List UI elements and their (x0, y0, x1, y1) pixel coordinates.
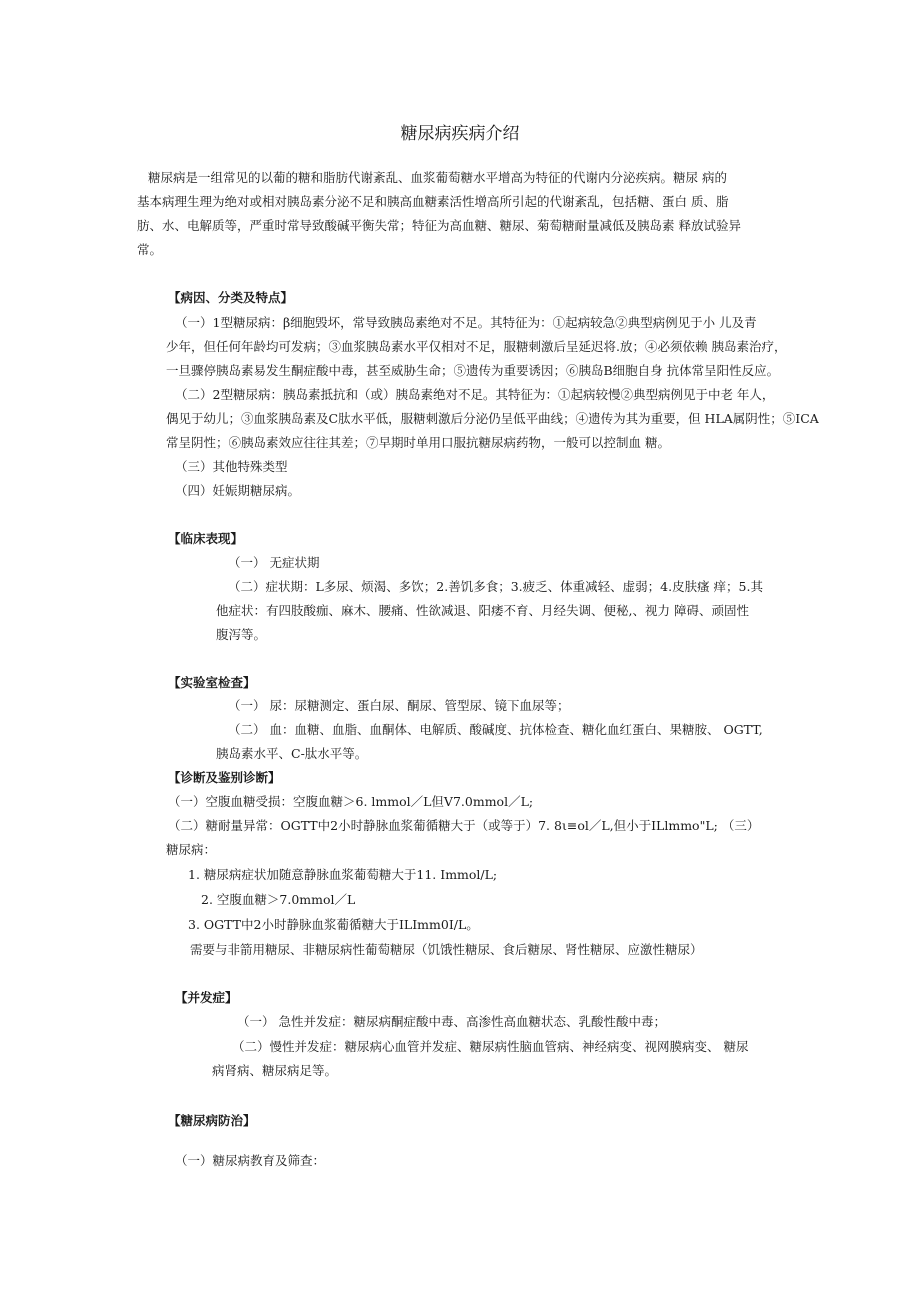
paragraph-line: （二）糖耐量异常：OGTT中2小时静脉血浆葡循糖大于（或等于）7. 8ι≡ol／L,但小于ILlmmo"L; （三） (168, 818, 760, 833)
paragraph-line: 腹泻等。 (216, 627, 267, 642)
paragraph-line: （一） 急性并发症：糖尿病酮症酸中毒、高渗性高血糖状态、乳酸性酸中毒； (237, 1014, 666, 1029)
paragraph-line: 病肾病、糖尿病足等。 (212, 1063, 338, 1078)
paragraph-line: 3. OGTT中2小时静脉血浆葡循糖大于ILImm0I/L。 (188, 917, 479, 932)
paragraph-line: 2. 空腹血糖＞7.0mmol／L (201, 892, 356, 907)
paragraph-line: （一）1型糖尿病：β细胞毁坏，常导致胰岛素绝对不足。其特征为：①起病较急②典型病例见于小 儿及青 (175, 315, 757, 330)
paragraph-line: 1. 糖尿病症状加随意静脉血浆葡萄糖大于11. Immol/L; (188, 867, 498, 882)
section-heading-complications: 【并发症】 (175, 990, 238, 1005)
paragraph-line: 一旦骤停胰岛素易发生酮症酸中毒，甚至威胁生命；⑤遗传为重要诱因；⑥胰岛B细胞自身 抗体常呈阳性反应。 (166, 363, 780, 378)
paragraph-line: 偶见于幼儿；③血浆胰岛素及C肽水平低，服糖刺激后分泌仍呈低平曲线；④遗传为其为重要，但 HLA属阴性；⑤ICA (166, 411, 819, 426)
page-title: 糖尿病疾病介绍 (400, 124, 520, 144)
paragraph-line: （三）其他特殊类型 (175, 459, 288, 474)
section-heading-causes: 【病因、分类及特点】 (168, 290, 294, 305)
paragraph-line: （二）慢性并发症：糖尿病心血管并发症、糖尿病性脑血管病、神经病变、视网膜病变、 糖尿 (232, 1039, 749, 1054)
paragraph-line: （二）症状期：L多尿、烦渴、多饮；2.善饥多食；3.疲乏、体重减轻、虚弱；4.皮肤瘙 痒；5.其 (228, 579, 763, 594)
paragraph-line: 少年，但任何年龄均可发病；③血浆胰岛素水平仅相对不足，服糖刺激后呈延迟将.放；④必须依赖 胰岛素治疗， (166, 339, 787, 354)
intro-line: 糖尿病是一组常见的以葡的糖和脂肪代谢紊乱、血浆葡萄糖水平增高为特征的代谢内分泌疾病。糖尿 病的 (148, 170, 727, 185)
paragraph-line: （一） 尿：尿糖测定、蛋白尿、酮尿、管型尿、镜下血尿等； (228, 698, 570, 713)
paragraph-line: （二）2型糖尿病：胰岛素抵抗和（或）胰岛素绝对不足。其特征为：①起病较慢②典型病例见于中老 年人， (175, 387, 775, 402)
section-heading-prevention: 【糖尿病防治】 (168, 1113, 256, 1128)
paragraph-line: 需要与非箭用糖尿、非糖尿病性葡萄糖尿（饥饿性糖尿、食后糖尿、肾性糖尿、应激性糖尿） (190, 942, 703, 957)
section-heading-clinical: 【临床表现】 (168, 531, 244, 546)
paragraph-line: （一）空腹血糖受损：空腹血糖＞6. lmmol／L但V7.0mmol／L; (168, 794, 534, 809)
intro-line: 肪、水、电解质等，严重时常导致酸碱平衡失常；特征为高血糖、糖尿、菊萄糖耐量减低及胰岛素 释放试验异 (137, 218, 741, 233)
intro-line: 基本病理生理为绝对或相对胰岛素分泌不足和胰高血糖素活性增高所引起的代谢紊乱，包括糖、蛋白 质、脂 (137, 194, 729, 209)
paragraph-line: 他症状：有四肢酸痂、麻木、腰痛、性欲减退、阳痿不育、月经失调、便秘,、视力 障碍、顽固性 (216, 603, 749, 618)
paragraph-line: （四）妊娠期糖尿病。 (175, 483, 301, 498)
paragraph-line: 糖尿病： (166, 842, 217, 857)
paragraph-line: 胰岛素水平、C-肽水平等。 (216, 746, 368, 761)
paragraph-line: （一）糖尿病教育及筛查： (175, 1153, 326, 1168)
section-heading-diagnosis: 【诊断及鉴别诊断】 (168, 770, 281, 785)
paragraph-line: （二） 血：血糖、血脂、血酮体、电解质、酸碱度、抗体检查、糖化血红蛋白、果糖胺、 OGTT, (228, 722, 763, 737)
section-heading-lab: 【实验室检查】 (168, 675, 256, 690)
paragraph-line: （一） 无症状期 (228, 555, 320, 570)
paragraph-line: 常呈阴性；⑥胰岛素效应往往其差；⑦早期时单用口服抗糖尿病药物，一般可以控制血 糖。 (166, 435, 670, 450)
intro-line: 常。 (137, 242, 163, 257)
